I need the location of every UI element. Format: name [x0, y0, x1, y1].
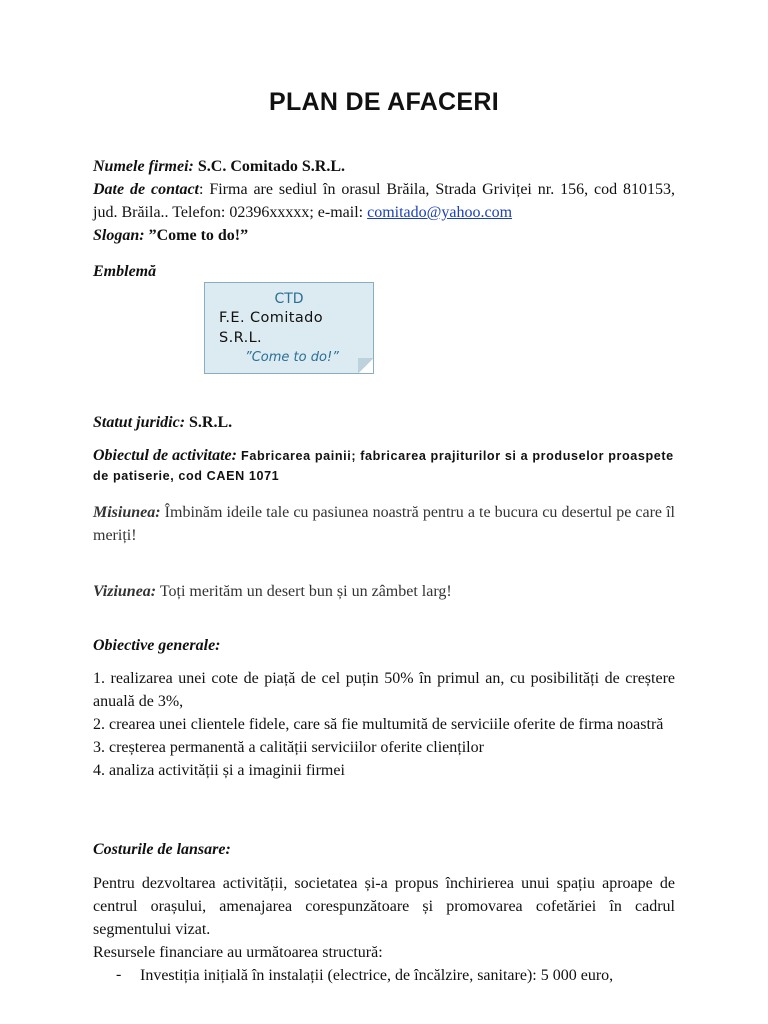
emblem-line-1: F.E. Comitado [219, 310, 323, 326]
mission [93, 501, 675, 547]
emblem-ctd-text: CTD [274, 291, 304, 307]
activity-object [93, 446, 675, 486]
activity-label: Obiectul de activitate: [93, 447, 237, 464]
vision [93, 580, 675, 603]
vision-label: Viziunea: [93, 583, 157, 600]
legal-value: S.R.L. [185, 414, 233, 431]
document-title: PLAN DE AFACERI [269, 88, 499, 116]
company-name-label: Numele firmei: [93, 158, 194, 175]
costs-paragraph: Pentru dezvoltarea activității, societatea și-a propus închirierea unui spațiu aproape de centrul orașului, amenajarea corespunzătoare și promovarea cofetăriei în cadrul segmentului vizat. [93, 875, 675, 938]
list-item: 3. creșterea permanentă a calității serviciilor oferite clienților [93, 739, 484, 756]
email-link[interactable]: comitado@yahoo.com [367, 204, 513, 221]
emblem-line-3: ”Come to do!” [245, 350, 339, 365]
list-item: 4. analiza activității și a imaginii firmei [93, 762, 345, 779]
objectives-heading [93, 634, 675, 657]
activity-value: Fabricarea painii; fabricarea prajiturilor si a produselor proaspete de patiserie, cod CAEN 1071 [93, 449, 674, 483]
list-item: 1. realizarea unei cote de piață de cel puțin 50% în primul an, cu posibilități de creștere anuală de 3%, [93, 670, 675, 710]
contact-line [93, 178, 675, 224]
vision-value: Toți merităm un desert bun și un zâmbet larg! [156, 583, 452, 600]
list-item: 2. crearea unei clientele fidele, care să fie multumită de serviciile oferite de firma noastră [93, 716, 664, 733]
costs-heading [93, 838, 675, 861]
legal-label: Statut juridic: [93, 414, 186, 431]
emblem-line-2: S.R.L. [219, 330, 263, 346]
company-name-value: S.C. Comitado S.R.L. [193, 158, 346, 175]
legal-status [93, 411, 675, 434]
bullet-dash: - [116, 966, 122, 983]
objectives-label: Obiective generale: [93, 637, 221, 654]
slogan-line [93, 224, 675, 247]
page-curl-decoration [358, 358, 374, 374]
company-name-line [93, 155, 675, 178]
emblem-heading [93, 260, 675, 283]
costs-bullet-1: Investiția inițială în instalații (electrice, de încălzire, sanitare): 5 000 euro, [140, 967, 614, 984]
objectives-list [93, 667, 675, 782]
emblem-image [204, 282, 374, 374]
slogan-label: Slogan: [93, 227, 145, 244]
emblem-label: Emblemă [93, 263, 157, 280]
costs-structure: Resursele financiare au următoarea structură: [93, 944, 383, 961]
costs-label: Costurile de lansare: [93, 841, 231, 858]
contact-label: Date de contact [93, 181, 199, 198]
contact-value: : Firma are sediul în orasul Brăila, Strada Griviței nr. 156, cod 810153, jud. Brăila.. Telefon: 02396xxxxx; e-mail: [93, 181, 675, 221]
mission-value: Îmbinăm ideile tale cu pasiunea noastră pentru a te bucura cu desertul pe care îl meriți! [93, 504, 675, 544]
slogan-value: ”Come to do!” [144, 227, 249, 244]
mission-label: Misiunea: [93, 504, 161, 521]
company-info [93, 155, 675, 247]
